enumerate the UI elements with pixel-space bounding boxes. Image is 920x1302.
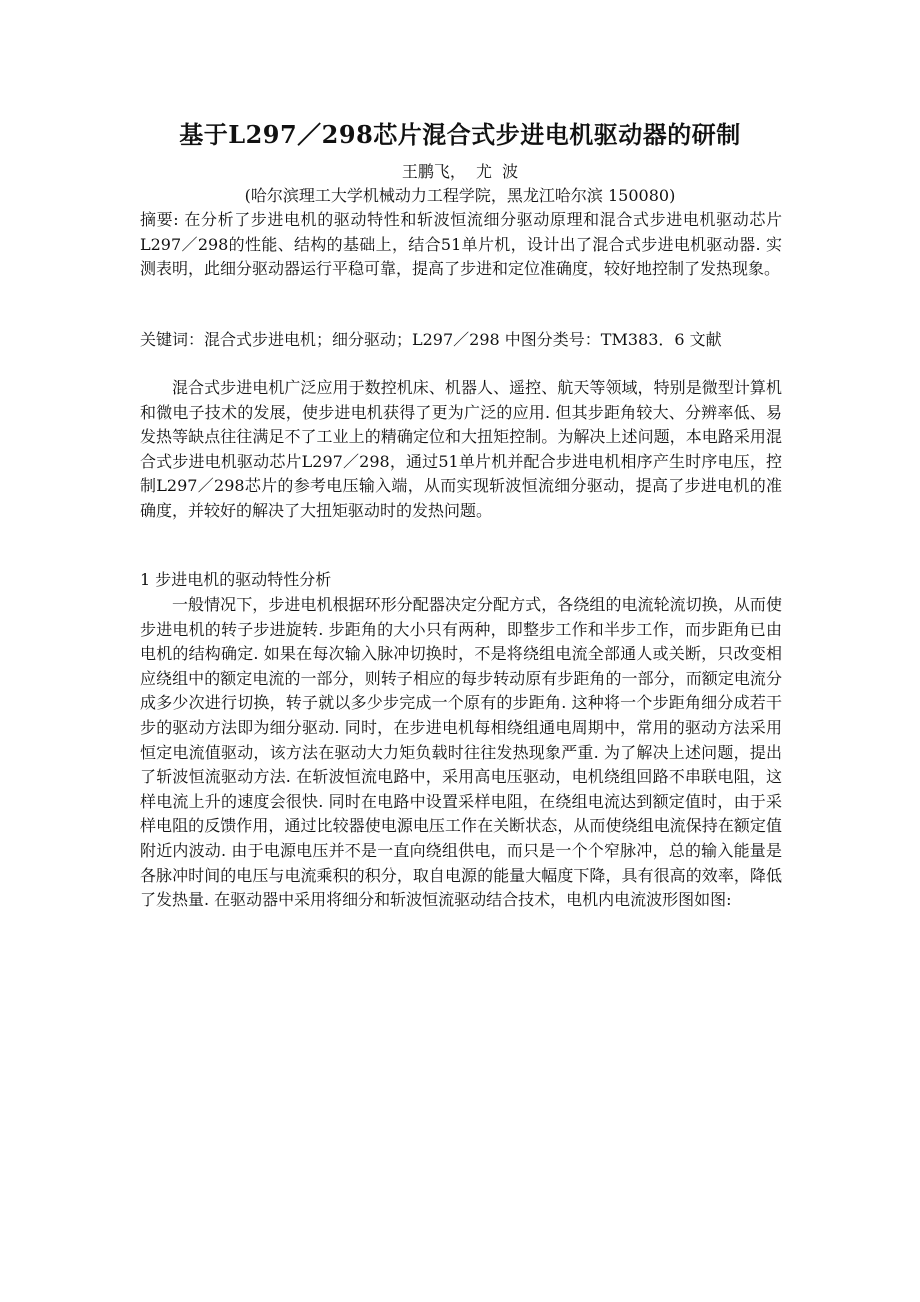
keywords-line: 关键词：混合式步进电机；细分驱动；L297／298 中图分类号：TM383．6 文献 xyxy=(140,330,722,349)
section-body-paragraph: 一般情况下，步进电机根据环形分配器决定分配方式，各绕组的电流轮流切换，从而使步进电机的转子步进旋转. 步距角的大小只有两种，即整步工作和半步工作，而步距角已由电机的结构确定. 如果在每次输入脉冲切换时，不是将绕组电流全部通人或关断，只改变相应绕组中的额定电流的一部分，则转子相应的每步转动原有步距角的一部分，而额定电流分成多少次进行切换，转子就以多少步完成一个原有的步距角. 这种将一个步距角细分成若干步的驱动方法即为细分驱动. 同时，在步进电机每相绕组通电周期中，常用的驱动方法采用恒定电流值驱动，该方法在驱动大力矩负载时往往发热现象严重. 为了解决上述问题，提出了斩波恒流驱动方法. 在斩波恒流电路中，采用高电压驱动，电机绕组回路不串联电阻，这样电流上升的速度会很快. 同时在电路中设置采样电阻，在绕组电流达到额定值时，由于采样电阻的反馈作用，通过比较器使电源电压工作在关断状态，从而使绕组电流保持在额定值附近内波动. 由于电源电压并不是一直向绕组供电，而只是一个个窄脉冲，总的输入能量是各脉冲时间的电压与电流乘积的积分，取自电源的能量大幅度下降，具有很高的效率，降低了发热量. 在驱动器中采用将细分和斩波恒流驱动结合技术，电机内电流波形图如图: xyxy=(140,595,782,910)
section-heading: 1 步进电机的驱动特性分析 xyxy=(140,570,332,589)
paper-title: 基于L297／298芯片混合式步进电机驱动器的研制 xyxy=(179,120,741,149)
paper-authors: 王鹏飞， 尤 波 xyxy=(401,162,519,181)
abstract-paragraph: 摘要: 在分析了步进电机的驱动特性和斩波恒流细分驱动原理和混合式步进电机驱动芯片L297／298的性能、结构的基础上，结合51单片机，设计出了混合式步进电机驱动器. 实测表明，此细分驱动器运行平稳可靠，提高了步进和定位准确度，较好地控制了发热现象。 xyxy=(140,210,782,279)
intro-paragraph: 混合式步进电机广泛应用于数控机床、机器人、遥控、航天等领域，特别是微型计算机和微电子技术的发展，使步进电机获得了更为广泛的应用. 但其步距角较大、分辨率低、易发热等缺点往往满足不了工业上的精确定位和大扭矩控制。为解决上述问题，本电路采用混合式步进电机驱动芯片L297／298，通过51单片机并配合步进电机相序产生时序电压，控制L297／298芯片的参考电压输入端，从而实现斩波恒流细分驱动，提高了步进电机的准确度，并较好的解决了大扭矩驱动时的发热问题。 xyxy=(140,378,782,520)
paper-affiliation: (哈尔滨理工大学机械动力工程学院，黑龙江哈尔滨 150080) xyxy=(244,186,676,205)
